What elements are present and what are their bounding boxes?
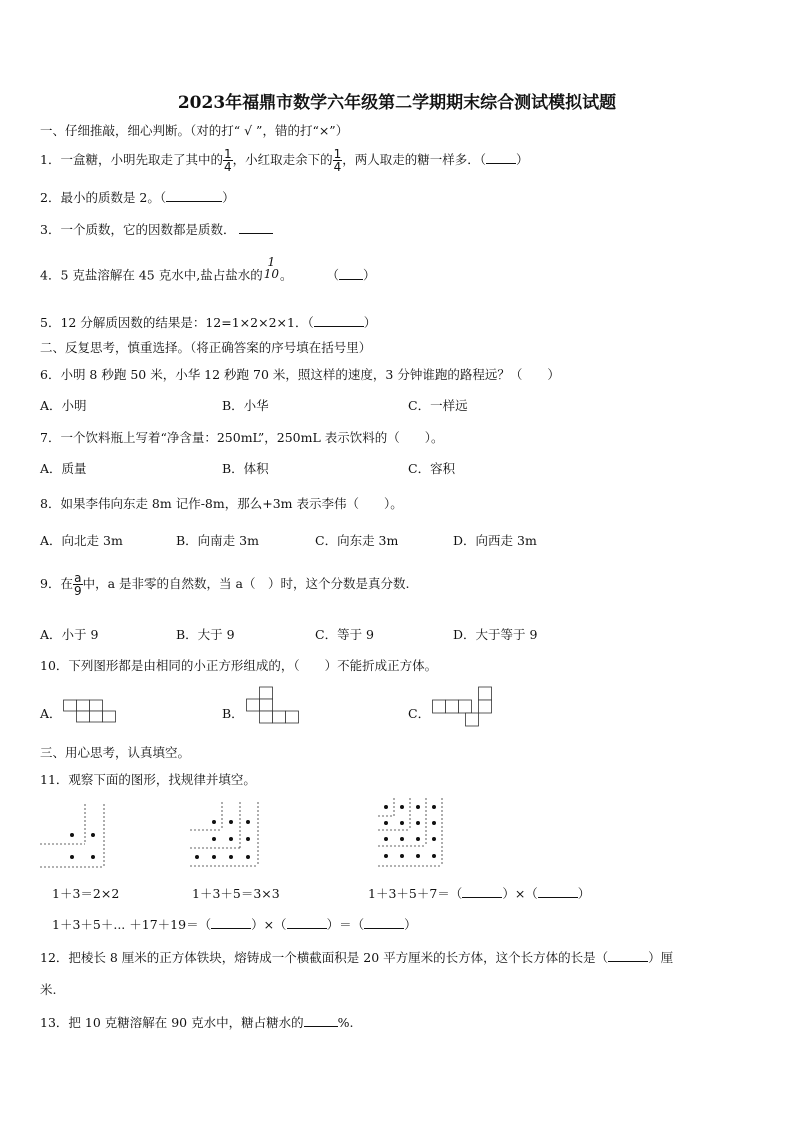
question-9: 9．在 $\frac{a}{9}$ 中，a 是非零的自然数，当 a（ ）时，这个分数是真分数. bbox=[40, 571, 410, 598]
question-5: 5．12 分解质因数的结果是：12=1×2×2×1．（ ） bbox=[40, 315, 377, 330]
q10-net-a bbox=[63, 692, 119, 722]
q11-equation-1: 1＋3＝2×2 bbox=[52, 886, 120, 901]
q2-answer-blank[interactable] bbox=[166, 189, 222, 202]
q1-fraction-2: $\frac{1}{4}$ bbox=[333, 147, 342, 174]
q5-answer-blank[interactable] bbox=[314, 314, 364, 327]
question-12-cont: 米. bbox=[40, 982, 57, 997]
section-heading-1: 一、仔细推敲，细心判断。（对的打“ √ ”，错的打“×”） bbox=[40, 123, 349, 138]
q11-blank-4[interactable] bbox=[287, 916, 327, 929]
q10-net-c bbox=[432, 686, 496, 726]
q1-fraction-1: $\frac{1}{4}$ bbox=[223, 147, 232, 174]
q11-equation-2: 1＋3＋5＝3×3 bbox=[192, 886, 280, 901]
q9-option-d[interactable]: D．大于等于 9 bbox=[453, 627, 538, 642]
q11-blank-2[interactable] bbox=[538, 885, 578, 898]
q6-option-b[interactable]: B．小华 bbox=[222, 398, 269, 413]
q4-fraction: 1 10 bbox=[263, 255, 279, 281]
q3-answer-blank[interactable] bbox=[239, 221, 273, 234]
q11-dot-pattern-3 bbox=[378, 798, 458, 870]
q9-option-c[interactable]: C．等于 9 bbox=[315, 627, 374, 642]
q8-option-c[interactable]: C．向东走 3m bbox=[315, 533, 399, 548]
q9-option-b[interactable]: B．大于 9 bbox=[176, 627, 235, 642]
question-4: 4．5 克盐溶解在 45 克水中,盐占盐水的 1 10 。 （ ） bbox=[40, 255, 376, 283]
q6-option-a[interactable]: A．小明 bbox=[40, 398, 87, 413]
q1-text-c: ，两人取走的糖一样多．（ bbox=[342, 152, 487, 167]
section-heading-3: 三、用心思考，认真填空。 bbox=[40, 745, 191, 760]
q11-blank-3[interactable] bbox=[211, 916, 251, 929]
q10-option-b[interactable]: B． bbox=[222, 706, 244, 721]
q1-text-a: 1．一盒糖，小明先取走了其中的 bbox=[40, 152, 223, 167]
q11-blank-5[interactable] bbox=[364, 916, 404, 929]
section-heading-2: 二、反复思考，慎重选择。（将正确答案的序号填在括号里） bbox=[40, 340, 372, 355]
question-3: 3．一个质数，它的因数都是质数． bbox=[40, 220, 273, 238]
q1-answer-blank[interactable] bbox=[486, 151, 516, 164]
q7-option-a[interactable]: A．质量 bbox=[40, 461, 87, 476]
q10-option-a[interactable]: A． bbox=[40, 706, 62, 721]
q1-text-b: ，小红取走余下的 bbox=[232, 152, 333, 167]
question-12: 12．把棱长 8 厘米的正方体铁块，熔铸成一个横截面积是 20 平方厘米的长方体，这个长方体的长是（ ）厘 bbox=[40, 950, 674, 965]
q11-dot-pattern-1 bbox=[40, 804, 110, 870]
q6-option-c[interactable]: C．一样远 bbox=[408, 398, 468, 413]
question-2: 2．最小的质数是 2。（ ） bbox=[40, 190, 235, 205]
q7-option-c[interactable]: C．容积 bbox=[408, 461, 456, 476]
q10-net-b bbox=[246, 686, 302, 726]
q8-option-b[interactable]: B．向南走 3m bbox=[176, 533, 259, 548]
q9-fraction: $\frac{a}{9}$ bbox=[73, 571, 82, 598]
q9-option-a[interactable]: A．小于 9 bbox=[40, 627, 99, 642]
q8-option-d[interactable]: D．向西走 3m bbox=[453, 533, 537, 548]
q13-answer-blank[interactable] bbox=[304, 1014, 338, 1027]
question-8: 8．如果李伟向东走 8m 记作-8m，那么+3m 表示李伟（ ）。 bbox=[40, 496, 403, 511]
question-1: 1．一盒糖，小明先取走了其中的 $\frac{1}{4}$ ，小红取走余下的 $\frac{1}{4}$ ，两人取走的糖一样多．（ ） bbox=[40, 147, 529, 174]
question-10: 10．下列图形都是由相同的小正方形组成的，（ ）不能折成正方体。 bbox=[40, 658, 438, 673]
q10-option-c[interactable]: C． bbox=[408, 706, 431, 721]
question-7: 7．一个饮料瓶上写着“净含量：250mL”，250mL 表示饮料的（ ）。 bbox=[40, 430, 444, 445]
q11-dot-pattern-2 bbox=[190, 802, 270, 870]
q11-equation-3: 1＋3＋5＋7＝（ ）×（ ） bbox=[368, 886, 591, 901]
page-title: 2023年福鼎市数学六年级第二学期期末综合测试模拟试题 bbox=[177, 93, 617, 113]
q11-blank-1[interactable] bbox=[462, 885, 502, 898]
q7-option-b[interactable]: B．体积 bbox=[222, 461, 269, 476]
q12-answer-blank[interactable] bbox=[608, 949, 648, 962]
q4-answer-blank[interactable] bbox=[339, 267, 363, 280]
q11-equation-4: 1＋3＋5＋... ＋17＋19＝（ ）×（ ）＝（ ） bbox=[52, 917, 417, 932]
question-6: 6．小明 8 秒跑 50 米，小华 12 秒跑 70 米，照这样的速度，3 分钟谁跑的路程远？（ ） bbox=[40, 367, 560, 382]
question-13: 13．把 10 克糖溶解在 90 克水中，糖占糖水的 %. bbox=[40, 1015, 354, 1030]
question-11: 11．观察下面的图形，找规律并填空。 bbox=[40, 772, 256, 787]
q8-option-a[interactable]: A．向北走 3m bbox=[40, 533, 123, 548]
